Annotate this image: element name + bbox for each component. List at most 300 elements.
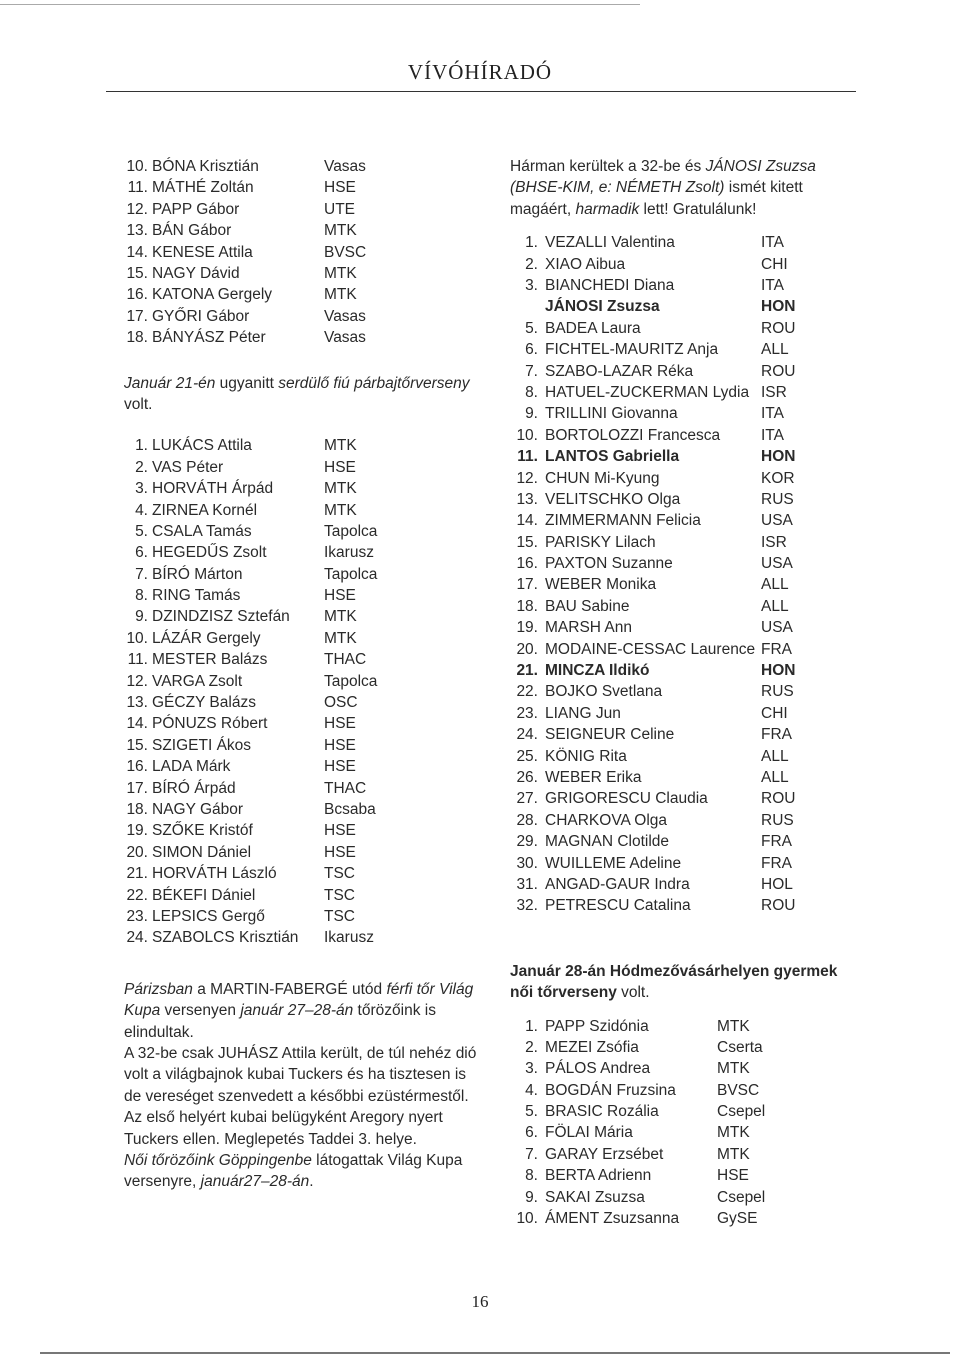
competitor-name: PETRESCU Catalina (545, 897, 691, 915)
competitor-name: BORTOLOZZI Francesca (545, 426, 721, 444)
right-column (510, 156, 850, 1229)
rank-number: 5. (135, 522, 148, 540)
rank-number: 24. (126, 929, 148, 947)
page-title: VÍVÓHÍRADÓ (407, 60, 553, 84)
club-name: Vasas (324, 307, 366, 325)
club-name: MTK (324, 501, 357, 519)
club-name: UTE (324, 200, 355, 218)
competitor-name: BIANCHEDI Diana (545, 277, 675, 294)
rank-number: 12. (516, 469, 538, 487)
rank-number: 3. (525, 277, 538, 294)
result-row (510, 767, 850, 788)
club-name: ITA (761, 234, 784, 252)
club-name: THAC (324, 651, 367, 669)
result-row (124, 799, 484, 820)
article-aregory: Az első helyért kubai belügyként Aregory nyert Tuckers ellen. Meglepetés Taddei 3. helye. (124, 1109, 443, 1148)
competitor-name: TRILLINI Giovanna (545, 405, 678, 423)
competitor-name: ZIMMERMANN Felicia (545, 512, 701, 530)
result-row (124, 327, 484, 348)
rank-number: 11. (127, 179, 148, 197)
competitor-name: MARSH Ann (545, 619, 633, 637)
club-name: FRA (761, 640, 792, 658)
result-row (510, 660, 850, 681)
competitor-name: ANGAD-GAUR Indra (545, 875, 690, 893)
club-name: TSC (324, 907, 355, 925)
competitor-name: BADEA Laura (545, 319, 641, 337)
result-row (510, 296, 850, 317)
competitor-name: MEZEI Zsófia (545, 1038, 639, 1056)
result-row (510, 1058, 850, 1079)
competitor-name: GYŐRI Gábor (152, 307, 250, 325)
club-name: ROU (761, 897, 796, 915)
result-row (124, 500, 484, 521)
competitor-name: BÍRÓ Márton (152, 565, 243, 583)
competitor-name: CHUN Mi-Kyung (545, 469, 660, 487)
club-name: FRA (761, 833, 792, 851)
result-row (510, 275, 850, 296)
womens-foil-intro: Hárman kerültek a 32-be és JÁNOSI Zsuzsa (BHSE-KIM, e: NÉMETH Zsolt) ismét kitett magáért, harmadik lett! Gratulálunk! (510, 158, 816, 218)
club-name: CHI (761, 704, 788, 722)
club-name: Ikarusz (324, 544, 374, 562)
rank-number: 29. (516, 833, 538, 851)
competitor-name: BAU Sabine (545, 597, 630, 615)
club-name: RUS (761, 490, 794, 508)
club-name: HSE (717, 1167, 749, 1185)
club-name: FRA (761, 854, 792, 872)
competitor-name: NAGY Gábor (152, 800, 244, 818)
competitor-name: DZINDZISZ Sztefán (152, 608, 290, 626)
left-column (124, 156, 484, 1193)
rank-number: 9. (525, 1188, 538, 1206)
rank-number: 20. (126, 843, 148, 861)
competitor-name: SZIGETI Ákos (152, 736, 252, 754)
rank-number: 26. (516, 768, 538, 786)
competitor-name: BÓNA Krisztián (152, 158, 259, 175)
results-list-girls-foil (510, 1016, 850, 1230)
rank-number: 16. (126, 758, 148, 776)
competitor-name: PAXTON Suzanne (545, 555, 673, 573)
competitor-name: SZABO-LAZAR Réka (545, 362, 694, 380)
club-name: KOR (761, 469, 795, 487)
club-name: ISR (761, 533, 787, 551)
result-row (510, 532, 850, 553)
club-name: THAC (324, 779, 367, 797)
result-row (124, 692, 484, 713)
rank-number: 5. (525, 1103, 538, 1121)
competitor-name: SZŐKE Kristóf (152, 822, 253, 840)
competitor-name: CHARKOVA Olga (545, 811, 668, 829)
club-name: USA (761, 512, 793, 530)
rank-number: 24. (516, 726, 538, 744)
rank-number: 20. (516, 640, 538, 658)
club-name: MTK (717, 1124, 750, 1142)
result-row (124, 263, 484, 284)
header-rule (106, 91, 856, 92)
club-name: Vasas (324, 329, 366, 347)
rank-number: 16. (126, 286, 148, 304)
rank-number: 15. (516, 533, 538, 551)
rank-number: 5. (525, 319, 538, 337)
top-rule (0, 4, 640, 5)
result-row (510, 874, 850, 895)
result-row (510, 425, 850, 446)
result-row (124, 199, 484, 220)
rank-number: 22. (126, 886, 148, 904)
competitor-name: LEPSICS Gergő (152, 907, 265, 925)
club-name: ALL (761, 576, 789, 594)
rank-number: 19. (516, 619, 538, 637)
rank-number: 19. (126, 822, 148, 840)
result-row (510, 1122, 850, 1143)
result-row (510, 1016, 850, 1037)
result-row (510, 318, 850, 339)
club-name: MTK (717, 1060, 750, 1078)
rank-number: 21. (516, 662, 538, 680)
result-row (510, 596, 850, 617)
club-name: HON (761, 662, 796, 680)
result-row (124, 863, 484, 884)
result-row (510, 403, 850, 424)
competitor-name: KATONA Gergely (152, 286, 273, 304)
club-name: MTK (324, 286, 357, 304)
result-row (124, 585, 484, 606)
rank-number: 2. (135, 458, 148, 476)
result-row (124, 756, 484, 777)
rank-number: 1. (525, 234, 538, 252)
club-name: BVSC (717, 1081, 760, 1099)
club-name: Tapolca (324, 522, 378, 540)
rank-number: 13. (516, 490, 538, 508)
result-row (510, 617, 850, 638)
rank-number: 8. (525, 1167, 538, 1185)
competitor-name: FÖLAI Mária (545, 1124, 633, 1142)
result-row (124, 842, 484, 863)
result-row (124, 435, 484, 456)
rank-number: 17. (516, 576, 538, 594)
result-row (510, 1037, 850, 1058)
result-row (124, 820, 484, 841)
competitor-name: HORVÁTH László (152, 865, 277, 883)
club-name: MTK (324, 437, 357, 455)
competitor-name: WEBER Monika (545, 576, 657, 594)
result-row (510, 382, 850, 403)
competitor-name: GRIGORESCU Claudia (545, 790, 708, 808)
result-row (510, 703, 850, 724)
result-row (510, 361, 850, 382)
club-name: ROU (761, 319, 796, 337)
result-row (510, 788, 850, 809)
article-paris: Párizsban a MARTIN-FABERGÉ utód férfi tőr Világ Kupa versenyen január 27–28-án tőrözőink is elindultak. (124, 980, 474, 1041)
club-name: BVSC (324, 243, 367, 261)
article-goppingen: Női tőrözőink Göppingenbe látogattak Világ Kupa versenyre, január27–28-án. (124, 1151, 463, 1191)
competitor-name: GARAY Erzsébet (545, 1145, 664, 1163)
hodmezovasarhely-heading: Január 28-án Hódmezővásárhelyen gyermek női tőrverseny volt. (510, 962, 838, 1002)
rank-number: 16. (516, 555, 538, 573)
results-list-men-foil (124, 156, 484, 349)
rank-number: 12. (126, 200, 148, 218)
rank-number: 7. (135, 565, 148, 583)
rank-number: 13. (126, 694, 148, 712)
competitor-name: FICHTEL-MAURITZ Anja (545, 341, 719, 359)
result-row (124, 564, 484, 585)
club-name: Bcsaba (324, 800, 376, 818)
rank-number: 6. (525, 341, 538, 359)
result-row (124, 778, 484, 799)
result-row (124, 220, 484, 241)
rank-number: 6. (525, 1124, 538, 1142)
competitor-name: MÁTHÉ Zoltán (152, 179, 254, 197)
competitor-name: BOJKO Svetlana (545, 683, 663, 701)
result-row (124, 606, 484, 627)
rank-number: 10. (126, 158, 148, 175)
rank-number: 10. (126, 629, 148, 647)
rank-number: 4. (525, 1081, 538, 1099)
club-name: ITA (761, 277, 784, 294)
club-name: ITA (761, 426, 784, 444)
result-row (124, 242, 484, 263)
club-name: ALL (761, 341, 789, 359)
result-row (510, 339, 850, 360)
competitor-name: HORVÁTH Árpád (152, 480, 274, 498)
rank-number: 13. (126, 222, 148, 240)
result-row (510, 681, 850, 702)
page-number: 16 (471, 1292, 489, 1311)
club-name: HSE (324, 758, 356, 776)
competitor-name: BÁN Gábor (152, 222, 232, 240)
rank-number: 8. (135, 587, 148, 605)
rank-number: 14. (126, 243, 148, 261)
result-row (510, 232, 850, 253)
rank-number: 3. (135, 480, 148, 498)
club-name: HSE (324, 458, 356, 476)
rank-number: 7. (525, 362, 538, 380)
competitor-name: ZIRNEA Kornél (152, 501, 258, 519)
rank-number: 27. (516, 790, 538, 808)
result-row (124, 177, 484, 198)
competitor-name: RING Tamás (152, 587, 241, 605)
result-row (510, 574, 850, 595)
club-name: Csepel (717, 1103, 766, 1121)
club-name: MTK (324, 264, 357, 282)
club-name: HOL (761, 875, 793, 893)
competitor-name: PAPP Szidónia (545, 1017, 649, 1035)
club-name: OSC (324, 694, 358, 712)
result-row (510, 553, 850, 574)
rank-number: 23. (516, 704, 538, 722)
rank-number: 17. (126, 307, 148, 325)
competitor-name: PAPP Gábor (152, 200, 240, 218)
club-name: HSE (324, 843, 356, 861)
club-name: Vasas (324, 158, 366, 175)
rank-number: 9. (525, 405, 538, 423)
club-name: ALL (761, 747, 789, 765)
competitor-name: MAGNAN Clotilde (545, 833, 670, 851)
rank-number: 1. (135, 437, 148, 455)
club-name: GySE (717, 1210, 758, 1228)
result-row (124, 156, 484, 177)
results-list-womens-foil (510, 232, 850, 917)
club-name: MTK (324, 222, 357, 240)
club-name: MTK (717, 1017, 750, 1035)
result-row (124, 885, 484, 906)
result-row (510, 853, 850, 874)
bottom-rule (40, 1352, 950, 1354)
rank-number: 14. (126, 715, 148, 733)
result-row (510, 895, 850, 916)
result-row (124, 927, 484, 948)
competitor-name: XIAO Aibua (545, 255, 626, 273)
result-row (510, 639, 850, 660)
rank-number: 11. (517, 448, 538, 466)
competitor-name: GÉCZY Balázs (152, 694, 256, 712)
result-row (510, 489, 850, 510)
result-row (510, 1187, 850, 1208)
competitor-name: BÍRÓ Árpád (152, 779, 236, 797)
result-row (124, 628, 484, 649)
result-row (510, 1080, 850, 1101)
competitor-name: MINCZA Ildikó (545, 662, 650, 680)
club-name: USA (761, 555, 793, 573)
club-name: USA (761, 619, 793, 637)
rank-number: 15. (126, 264, 148, 282)
competitor-name: LUKÁCS Attila (152, 437, 252, 455)
rank-number: 10. (516, 1210, 538, 1228)
rank-number: 32. (516, 897, 538, 915)
competitor-name: VARGA Zsolt (152, 672, 243, 690)
rank-number: 6. (135, 544, 148, 562)
club-name: FRA (761, 726, 792, 744)
competitor-name: LANTOS Gabriella (545, 448, 680, 466)
club-name: Cserta (717, 1038, 763, 1056)
result-row (510, 1165, 850, 1186)
result-row (124, 478, 484, 499)
club-name: HSE (324, 715, 356, 733)
rank-number: 22. (516, 683, 538, 701)
competitor-name: VEZALLI Valentina (545, 234, 675, 252)
club-name: HON (761, 448, 796, 466)
competitor-name: SZABOLCS Krisztián (152, 929, 299, 947)
club-name: Tapolca (324, 672, 378, 690)
result-row (124, 906, 484, 927)
result-row (124, 457, 484, 478)
result-row (124, 306, 484, 327)
competitor-name: VELITSCHKO Olga (545, 490, 681, 508)
rank-number: 4. (135, 501, 148, 519)
competitor-name: LADA Márk (152, 758, 231, 776)
rank-number: 30. (516, 854, 538, 872)
rank-number: 25. (516, 747, 538, 765)
result-row (510, 746, 850, 767)
club-name: MTK (324, 629, 357, 647)
club-name: HON (761, 298, 796, 316)
competitor-name: MESTER Balázs (152, 651, 268, 669)
competitor-name: BÁNYÁSZ Péter (152, 329, 266, 347)
rank-number: 3. (525, 1060, 538, 1078)
club-name: MTK (717, 1145, 750, 1163)
competitor-name: SAKAI Zsuzsa (545, 1188, 645, 1206)
club-name: RUS (761, 683, 794, 701)
result-row (510, 810, 850, 831)
result-row (510, 1208, 850, 1229)
rank-number: 18. (516, 597, 538, 615)
competitor-name: BRASIC Rozália (545, 1103, 659, 1121)
competitor-name: MODAINE-CESSAC Laurence (545, 640, 756, 658)
result-row (510, 724, 850, 745)
result-row (510, 510, 850, 531)
competitor-name: WEBER Erika (545, 768, 642, 786)
rank-number: 18. (126, 329, 148, 347)
competitor-name: JÁNOSI Zsuzsa (545, 298, 660, 316)
result-row (124, 713, 484, 734)
rank-number: 8. (525, 383, 538, 401)
competitor-name: SIMON Dániel (152, 843, 252, 861)
club-name: TSC (324, 865, 355, 883)
rank-number: 1. (525, 1017, 538, 1035)
club-name: ALL (761, 597, 789, 615)
result-row (510, 1144, 850, 1165)
result-row (124, 521, 484, 542)
club-name: HSE (324, 179, 356, 197)
club-name: ISR (761, 383, 787, 401)
rank-number (510, 296, 545, 317)
competitor-name: PARISKY Lilach (545, 533, 656, 551)
rank-number: 10. (516, 426, 538, 444)
rank-number: 15. (126, 736, 148, 754)
competitor-name: HATUEL-ZUCKERMAN Lydia (545, 383, 750, 401)
club-name: Csepel (717, 1188, 766, 1206)
competitor-name: BERTA Adrienn (545, 1167, 652, 1185)
rank-number: 18. (126, 800, 148, 818)
competitor-name: CSALA Tamás (152, 522, 252, 540)
result-row (124, 735, 484, 756)
result-row (510, 468, 850, 489)
competitor-name: PÁLOS Andrea (545, 1060, 651, 1078)
club-name: ALL (761, 768, 789, 786)
result-row (124, 649, 484, 670)
article-juhasz: A 32-be csak JUHÁSZ Attila került, de túl nehéz dió volt a világbajnok kubai Tuckers és ha tisztesen is de vereséget szenvedett a későbbi ezüstérmestől. (124, 1044, 477, 1105)
competitor-name: LÁZÁR Gergely (152, 629, 261, 647)
competitor-name: BOGDÁN Fruzsina (545, 1081, 676, 1099)
result-row (510, 446, 850, 467)
competitor-name: LIANG Jun (545, 704, 621, 722)
competitor-name: HEGEDŰS Zsolt (152, 544, 267, 562)
club-name: Tapolca (324, 565, 378, 583)
rank-number: 12. (126, 672, 148, 690)
rank-number: 11. (127, 651, 148, 669)
result-row (124, 671, 484, 692)
competitor-name: KENESE Attila (152, 243, 253, 261)
result-row (510, 831, 850, 852)
result-row (510, 1101, 850, 1122)
club-name: ROU (761, 790, 796, 808)
rank-number: 17. (126, 779, 148, 797)
rank-number: 28. (516, 811, 538, 829)
club-name: MTK (324, 608, 357, 626)
competitor-name: BÉKEFI Dániel (152, 886, 256, 904)
club-name: Ikarusz (324, 929, 374, 947)
rank-number: 2. (525, 1038, 538, 1056)
club-name: ITA (761, 405, 784, 423)
rank-number: 7. (525, 1145, 538, 1163)
cadet-epee-intro: Január 21-én ugyanitt serdülő fiú párbajtőrverseny volt. (124, 374, 470, 413)
rank-number: 2. (525, 255, 538, 273)
competitor-name: WUILLEME Adeline (545, 854, 682, 872)
competitor-name: VAS Péter (152, 458, 224, 476)
rank-number: 14. (516, 512, 538, 530)
club-name: TSC (324, 886, 355, 904)
club-name: RUS (761, 811, 794, 829)
rank-number: 23. (126, 907, 148, 925)
